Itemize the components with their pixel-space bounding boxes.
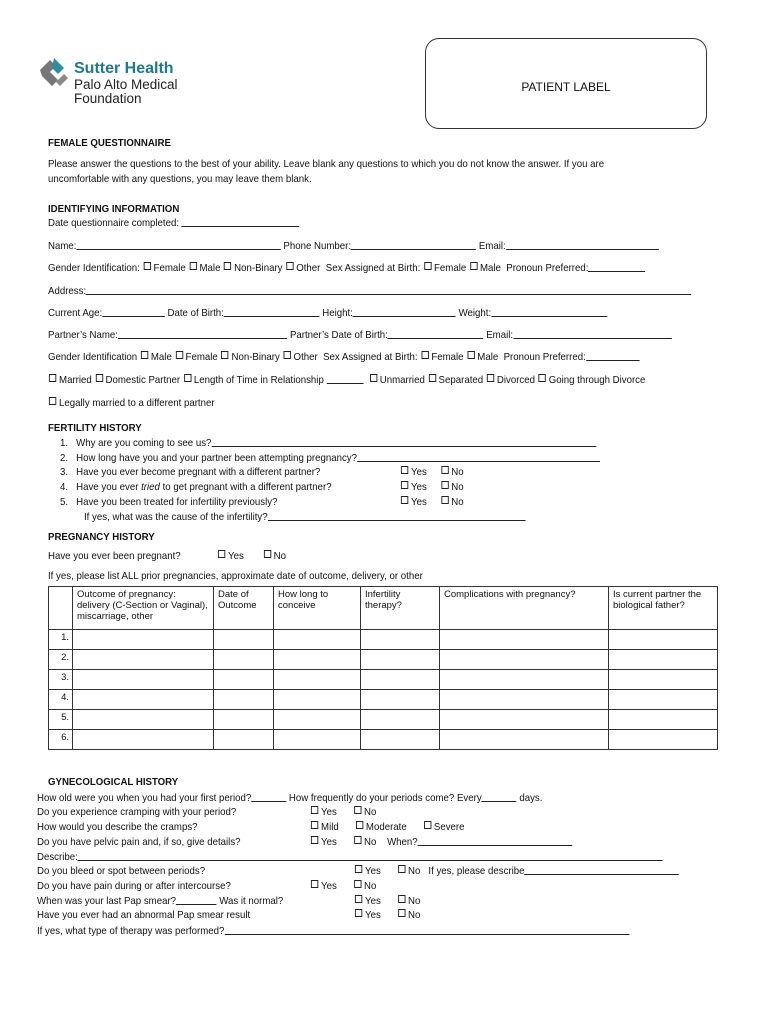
q5b-field[interactable] — [268, 511, 526, 521]
col-infertility: Infertility therapy? — [361, 587, 440, 630]
gender-nonbinary-label: Non-Binary — [234, 262, 283, 274]
fertility-q1 — [60, 437, 596, 449]
separated-checkbox[interactable] — [428, 374, 435, 382]
patient-label-text: PATIENT LABEL — [521, 80, 611, 94]
therapy-field[interactable] — [224, 925, 629, 935]
partner-sex-male-label: Male — [477, 351, 499, 363]
table-row — [49, 670, 718, 690]
table-row — [49, 690, 718, 710]
partner-female-checkbox[interactable] — [175, 351, 182, 359]
table-cell[interactable] — [214, 710, 274, 730]
gyn-q1-text: How old were you when you had your first period? — [37, 792, 252, 804]
gyn-q7-row — [37, 895, 283, 907]
q4-text-tried: tried — [141, 481, 160, 493]
table-cell[interactable] — [274, 630, 361, 650]
partner-dob-label: Partner’s Date of Birth: — [289, 329, 388, 341]
sex-male-checkbox[interactable] — [470, 262, 477, 270]
logo-line3: Foundation — [74, 91, 142, 106]
table-cell[interactable] — [214, 690, 274, 710]
unmarried-checkbox[interactable] — [370, 374, 377, 382]
table-cell[interactable] — [609, 630, 718, 650]
partner-name-field[interactable] — [118, 329, 287, 339]
table-cell[interactable] — [440, 670, 609, 690]
email-field[interactable] — [506, 240, 659, 250]
table-cell[interactable] — [609, 730, 718, 750]
legally-married-checkbox[interactable] — [49, 397, 56, 405]
table-cell[interactable] — [214, 670, 274, 690]
intercourse-yes-checkbox[interactable] — [311, 880, 318, 888]
married-checkbox[interactable] — [49, 374, 56, 382]
cramp-no-label: No — [363, 806, 377, 818]
gyn-q1b-text: How frequently do your periods come? Every — [288, 792, 482, 804]
pregnant-options — [217, 550, 286, 562]
separated-label: Separated — [438, 374, 484, 386]
domestic-checkbox[interactable] — [95, 374, 102, 382]
legally-married-label: Legally married to a different partner — [59, 397, 215, 409]
moderate-checkbox[interactable] — [356, 821, 363, 829]
date-completed-label: Date questionnaire completed: — [48, 217, 180, 229]
gyn-heading: GYNECOLOGICAL HISTORY — [48, 776, 179, 788]
fertility-q5b — [84, 511, 525, 523]
col-date: Date of Outcome — [214, 587, 274, 630]
gyn-q6-options — [310, 880, 376, 892]
fertility-q5 — [60, 496, 277, 508]
q5-yes-checkbox[interactable] — [401, 496, 408, 504]
q4-no-checkbox[interactable] — [441, 481, 448, 489]
name-field[interactable] — [76, 240, 280, 250]
sex-at-birth-label: Sex Assigned at Birth: — [325, 262, 421, 274]
table-cell[interactable] — [274, 710, 361, 730]
form-title: FEMALE QUESTIONNAIRE — [48, 137, 171, 149]
header-num-cell — [49, 587, 73, 630]
gyn-q6-text: Do you have pain during or after intercourse? — [37, 880, 231, 892]
pregnant-question-text: Have you ever been pregnant? — [48, 550, 181, 562]
gyn-q7-options — [354, 895, 420, 907]
unmarried-label: Unmarried — [379, 374, 425, 386]
abnormal-pap-no-label: No — [407, 909, 421, 921]
date-completed-row — [48, 217, 299, 229]
partner-other-checkbox[interactable] — [283, 351, 290, 359]
partner-email-field[interactable] — [513, 329, 671, 339]
intro-line-1: Please answer the questions to the best of your ability. Leave blank any questions to which you do not know the answer. If you are — [48, 158, 605, 170]
date-completed-field[interactable] — [182, 217, 300, 227]
height-field[interactable] — [353, 307, 456, 317]
gyn-q2-options — [310, 806, 376, 818]
moderate-label: Moderate — [365, 821, 407, 833]
going-divorce-label: Going through Divorce — [548, 374, 646, 386]
severe-checkbox[interactable] — [424, 821, 431, 829]
gyn-q4-options — [310, 836, 572, 848]
col-how-long: How long to conceive — [274, 587, 361, 630]
gender-other-label: Other — [296, 262, 321, 274]
spot-no-label: No — [407, 865, 421, 877]
logo-line2: Palo Alto Medical — [74, 77, 178, 92]
sex-female-checkbox[interactable] — [424, 262, 431, 270]
gyn-q1-row — [37, 792, 542, 804]
mild-checkbox[interactable] — [311, 821, 318, 829]
pelvic-yes-label: Yes — [321, 836, 337, 848]
identifying-heading: IDENTIFYING INFORMATION — [48, 203, 180, 215]
q1-field[interactable] — [211, 437, 596, 447]
pap-normal-yes-label: Yes — [365, 895, 381, 907]
table-row — [49, 710, 718, 730]
gyn-q3-options — [310, 821, 465, 833]
table-cell[interactable] — [274, 730, 361, 750]
pap-normal-no-label: No — [407, 895, 421, 907]
gender-female-label: Female — [153, 262, 186, 274]
pregnant-yes-checkbox[interactable] — [218, 550, 225, 558]
abnormal-pap-yes-label: Yes — [365, 909, 381, 921]
q3-yes-label: Yes — [411, 466, 427, 478]
address-row — [48, 285, 691, 297]
q4-options — [400, 481, 464, 493]
cramp-yes-checkbox[interactable] — [311, 806, 318, 814]
when-label: When? — [387, 836, 418, 848]
partner-male-label: Male — [150, 351, 172, 363]
table-cell[interactable] — [73, 690, 214, 710]
table-cell[interactable] — [274, 690, 361, 710]
sutter-health-logo-icon — [36, 56, 72, 94]
table-row — [49, 650, 718, 670]
q4-text-a: Have you ever — [76, 481, 142, 493]
q5-no-checkbox[interactable] — [441, 496, 448, 504]
partner-nonbinary-label: Non-Binary — [231, 351, 280, 363]
spot-describe-label: If yes, please describe — [428, 865, 525, 877]
gender-male-checkbox[interactable] — [189, 262, 196, 270]
pelvic-no-label: No — [363, 836, 377, 848]
table-cell[interactable] — [214, 630, 274, 650]
divorced-checkbox[interactable] — [487, 374, 494, 382]
table-cell[interactable] — [274, 670, 361, 690]
q5-number: 5. — [60, 496, 69, 508]
q3-yes-checkbox[interactable] — [401, 466, 408, 474]
q5-no-label: No — [451, 496, 464, 508]
gyn-q5-options — [354, 865, 679, 877]
partner-name-label: Partner’s Name: — [48, 329, 118, 341]
phone-field[interactable] — [351, 240, 476, 250]
q5-options — [400, 496, 464, 508]
partner-female-label: Female — [185, 351, 218, 363]
spot-describe-field[interactable] — [525, 865, 680, 875]
gender-nonbinary-checkbox[interactable] — [224, 262, 231, 270]
dob-label: Date of Birth: — [167, 307, 224, 319]
table-cell[interactable] — [440, 690, 609, 710]
gender-male-label: Male — [199, 262, 221, 274]
table-cell[interactable] — [361, 630, 440, 650]
email-label: Email: — [478, 240, 506, 252]
partner-gender-label: Gender Identification — [48, 351, 138, 363]
cramp-no-checkbox[interactable] — [354, 806, 361, 814]
partner-sex-male-checkbox[interactable] — [467, 351, 474, 359]
table-cell[interactable] — [73, 650, 214, 670]
gender-label: Gender Identification: — [48, 262, 140, 274]
pronoun-label: Pronoun Preferred: — [506, 262, 589, 274]
gyn-q3-text: How would you describe the cramps? — [37, 821, 198, 833]
fertility-q3 — [60, 466, 320, 478]
gyn-q2-text: Do you experience cramping with your period? — [37, 806, 237, 818]
length-checkbox[interactable] — [184, 374, 191, 382]
describe-label: Describe: — [37, 851, 78, 863]
table-cell[interactable] — [609, 690, 718, 710]
table-cell[interactable] — [609, 710, 718, 730]
spot-yes-checkbox[interactable] — [355, 865, 362, 873]
spot-yes-label: Yes — [365, 865, 381, 877]
table-cell[interactable] — [609, 670, 718, 690]
intercourse-yes-label: Yes — [321, 880, 337, 892]
address-label: Address: — [48, 285, 87, 297]
gender-row — [48, 262, 645, 274]
table-cell[interactable] — [440, 650, 609, 670]
spot-no-checkbox[interactable] — [398, 865, 405, 873]
q1-number: 1. — [60, 437, 69, 449]
mild-label: Mild — [321, 821, 339, 833]
gyn-q8-text: Have you ever had an abnormal Pap smear result — [37, 909, 251, 921]
logo-brand: Sutter Health — [74, 60, 174, 77]
gender-other-checkbox[interactable] — [286, 262, 293, 270]
table-cell[interactable] — [214, 730, 274, 750]
table-cell[interactable] — [274, 650, 361, 670]
domestic-label: Domestic Partner — [105, 374, 181, 386]
pregnant-yes-label: Yes — [228, 550, 244, 562]
relationship-row — [48, 374, 645, 386]
table-cell[interactable] — [214, 650, 274, 670]
therapy-label: If yes, what type of therapy was performed? — [37, 925, 225, 937]
row-number: 1. — [49, 630, 73, 650]
partner-gender-row — [48, 351, 639, 363]
q1-text: Why are you coming to see us? — [76, 437, 212, 449]
table-cell[interactable] — [609, 650, 718, 670]
age-label: Current Age: — [48, 307, 103, 319]
table-cell[interactable] — [361, 730, 440, 750]
divorced-label: Divorced — [496, 374, 535, 386]
phone-label: Phone Number: — [283, 240, 352, 252]
table-cell[interactable] — [361, 650, 440, 670]
gender-female-checkbox[interactable] — [143, 262, 150, 270]
gyn-q8-options — [354, 909, 420, 921]
pregnant-question — [48, 550, 181, 562]
pap-last-field[interactable] — [176, 895, 216, 905]
length-label: Length of Time in Relationship — [193, 374, 324, 386]
fertility-heading: FERTILITY HISTORY — [48, 422, 142, 434]
severe-label: Severe — [433, 821, 465, 833]
col-complications: Complications with pregnancy? — [440, 587, 609, 630]
intercourse-no-checkbox[interactable] — [354, 880, 361, 888]
partner-dob-field[interactable] — [388, 329, 484, 339]
table-cell[interactable] — [440, 730, 609, 750]
name-row — [48, 240, 658, 252]
q3-options — [400, 466, 464, 478]
row-number: 4. — [49, 690, 73, 710]
abnormal-pap-no-checkbox[interactable] — [398, 909, 405, 917]
sex-female-label: Female — [434, 262, 467, 274]
partner-sex-female-label: Female — [431, 351, 464, 363]
age-row — [48, 307, 607, 319]
describe-row — [37, 851, 663, 863]
pap-normal-no-checkbox[interactable] — [398, 895, 405, 903]
q5-yes-label: Yes — [411, 496, 427, 508]
q3-text: Have you ever become pregnant with a different partner? — [76, 466, 321, 478]
col-biological-father: Is current partner the biological father? — [609, 587, 718, 630]
intercourse-no-label: No — [363, 880, 377, 892]
gyn-q1c-text: days. — [519, 792, 543, 804]
pelvic-yes-checkbox[interactable] — [311, 836, 318, 844]
pronoun-field[interactable] — [588, 262, 645, 272]
table-row — [49, 730, 718, 750]
pap-normal-yes-checkbox[interactable] — [355, 895, 362, 903]
table-cell[interactable] — [73, 670, 214, 690]
q4-number: 4. — [60, 481, 69, 493]
q4-yes-label: Yes — [411, 481, 427, 493]
q3-number: 3. — [60, 466, 69, 478]
fertility-q4 — [60, 481, 332, 493]
weight-field[interactable] — [491, 307, 607, 317]
gyn-q1-field[interactable] — [251, 792, 286, 802]
pregnant-no-checkbox[interactable] — [264, 550, 271, 558]
row-number: 6. — [49, 730, 73, 750]
q3-no-label: No — [451, 466, 464, 478]
going-divorce-checkbox[interactable] — [539, 374, 546, 382]
when-field[interactable] — [418, 836, 573, 846]
q5-text: Have you been treated for infertility previously? — [76, 496, 278, 508]
col-outcome: Outcome of pregnancy: delivery (C-Section or Vaginal), miscarriage, other — [73, 587, 214, 630]
gyn-q5-text: Do you bleed or spot between periods? — [37, 865, 206, 877]
q2-field[interactable] — [357, 452, 600, 462]
sex-male-label: Male — [479, 262, 501, 274]
patient-label-box — [425, 38, 707, 129]
height-label: Height: — [322, 307, 353, 319]
table-cell[interactable] — [440, 710, 609, 730]
weight-label: Weight: — [458, 307, 492, 319]
q5b-text: If yes, what was the cause of the infertility? — [84, 511, 268, 523]
q4-yes-checkbox[interactable] — [401, 481, 408, 489]
pregnancy-table — [48, 586, 718, 750]
row-number: 2. — [49, 650, 73, 670]
partner-sex-female-checkbox[interactable] — [421, 351, 428, 359]
gyn-q4-text: Do you have pelvic pain and, if so, give details? — [37, 836, 241, 848]
name-label: Name: — [48, 240, 77, 252]
describe-field[interactable] — [78, 851, 663, 861]
legally-married-row — [48, 397, 215, 409]
pregnancy-heading: PREGNANCY HISTORY — [48, 531, 155, 543]
fertility-q2 — [60, 452, 600, 464]
partner-nonbinary-checkbox[interactable] — [221, 351, 228, 359]
partner-email-label: Email: — [486, 329, 514, 341]
married-label: Married — [59, 374, 92, 386]
table-cell[interactable] — [73, 710, 214, 730]
pap-normal-label: Was it normal? — [219, 895, 284, 907]
q3-no-checkbox[interactable] — [441, 466, 448, 474]
partner-row — [48, 329, 671, 341]
table-row — [49, 630, 718, 650]
q2-number: 2. — [60, 452, 69, 464]
gyn-q9-row — [37, 925, 629, 937]
age-field[interactable] — [102, 307, 165, 317]
partner-pronoun-field[interactable] — [586, 351, 639, 361]
length-field[interactable] — [327, 374, 364, 384]
table-cell[interactable] — [440, 630, 609, 650]
table-cell[interactable] — [73, 630, 214, 650]
table-cell[interactable] — [361, 690, 440, 710]
pelvic-no-checkbox[interactable] — [354, 836, 361, 844]
partner-pronoun-label: Pronoun Preferred: — [503, 351, 586, 363]
pregnancy-list-instructions: If yes, please list ALL prior pregnancies, approximate date of outcome, delivery, or other — [48, 570, 423, 582]
cramp-yes-label: Yes — [321, 806, 337, 818]
dob-field[interactable] — [224, 307, 320, 317]
pregnant-no-label: No — [273, 550, 286, 562]
pregnancy-table-header — [49, 587, 718, 630]
intro-line-2: uncomfortable with any questions, you may leave them blank. — [48, 173, 312, 185]
partner-other-label: Other — [293, 351, 318, 363]
gyn-q1b-field[interactable] — [482, 792, 517, 802]
partner-sex-label: Sex Assigned at Birth: — [323, 351, 418, 363]
pap-last-label: When was your last Pap smear? — [37, 895, 177, 907]
abnormal-pap-yes-checkbox[interactable] — [355, 909, 362, 917]
table-cell[interactable] — [361, 710, 440, 730]
row-number: 3. — [49, 670, 73, 690]
q4-text-c: to get pregnant with a different partner? — [159, 481, 332, 493]
address-field[interactable] — [86, 285, 691, 295]
q2-text: How long have you and your partner been attempting pregnancy? — [76, 452, 358, 464]
row-number: 5. — [49, 710, 73, 730]
table-cell[interactable] — [73, 730, 214, 750]
partner-male-checkbox[interactable] — [141, 351, 148, 359]
table-cell[interactable] — [361, 670, 440, 690]
q4-no-label: No — [451, 481, 464, 493]
